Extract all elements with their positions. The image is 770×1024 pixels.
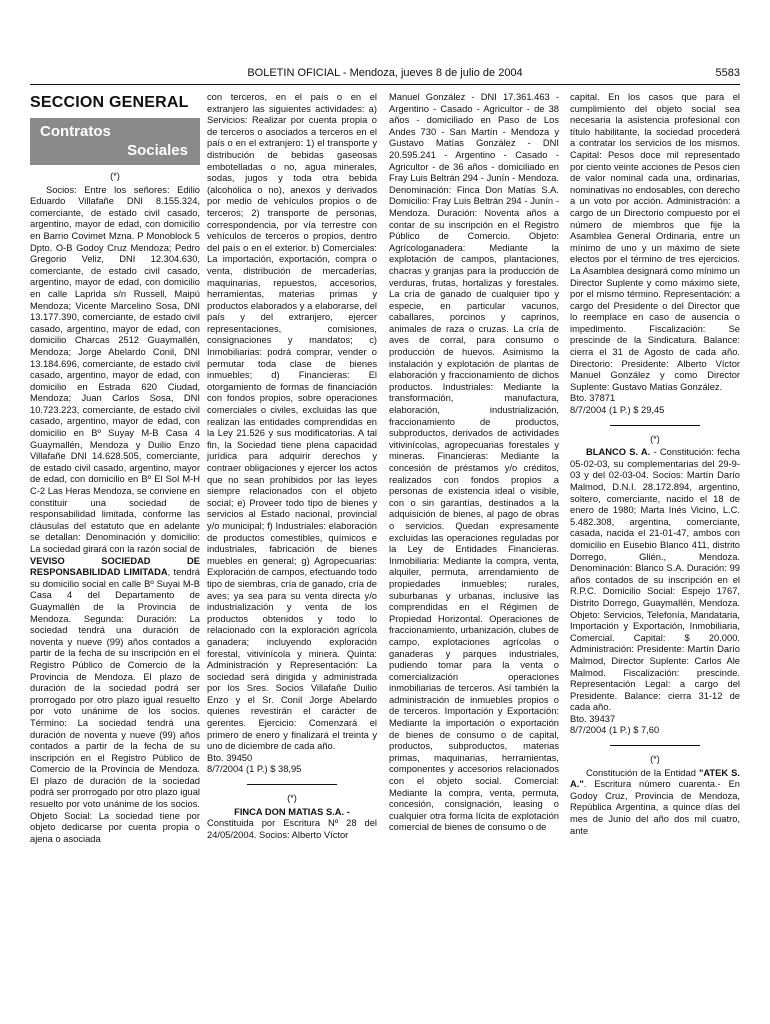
publication-date: 8/7/2004 (1 P.) $ 29,45 (570, 405, 665, 416)
column-3 (389, 92, 559, 1012)
banner-line-2: Sociales (127, 142, 188, 159)
entry-text: Constituida por Escritura Nº 28 del 24/05/2004. Socios: Alberto Víctor (207, 818, 377, 840)
entry-text-part: . Escritura número cuarenta.- En Godoy Cruz, Provincia de Mendoza, República Argentina, a quince días del mes de Junio del año dos mil cuatro, ante (570, 779, 740, 836)
column-1 (30, 92, 200, 1012)
entry-text: capital. En los casos que para el cumplimiento del objeto social sea necesaria la asistencia profesional con título habilitante, la sociedad procederá a contratar los servicios de los mismos. Capital: Pesos doce mil representado por ciento veinte acciones de Pesos cien de valor nominal cada una, ordinarias, nominativas no endosables, con derecho a un voto por acción. Administración: a cargo de un Directorio compuesto por el número de miembros que fije la Asamblea General Ordinaria, entre un mínimo de uno y un máximo de siete electos por el término de tres ejercicios. La Asamblea designará como mínimo un Director Suplente y como máximo siete, por el mismo término. Representación: a cargo del Presidente o del Director que lo reemplace en caso de ausencia o impedimento. Fiscalización: Se prescinde de la Sindicatura. Balance: cierra el 31 de Agosto de cada año. Directorio: Presidente: Alberto Víctor Manuel González y como Director Suplente: Gustavo Matías González. (570, 92, 740, 392)
company-name: VEVISO SOCIEDAD DE RESPONSABILIDAD LIMITADA (30, 555, 200, 578)
bulletin-number: Bto. 39437 (570, 713, 616, 724)
entry-text (570, 447, 740, 714)
header-rule (30, 84, 740, 85)
bulletin-number: Bto. 39450 (207, 752, 253, 763)
publication-date: 8/7/2004 (1 P.) $ 7,60 (570, 725, 660, 736)
entry-text (570, 768, 740, 838)
bulletin-number: Bto. 37871 (570, 393, 616, 404)
entry-marker: (*) (650, 754, 660, 765)
entry-marker: (*) (110, 171, 120, 181)
company-name: BLANCO S. A. (586, 447, 651, 458)
entry-text-part: , tendrá su domicilio social en calle Bº Suyai M-B Casa 4 del Departamento de Guaymallén de la Provincia de Mendoza. Segunda: Duración: La sociedad tendrá una duración de noventa y nueve (99) años contados a partir de la fecha de su inscripción en el Registro Público de Comercio de la Provincia de Mendoza. El plazo de duración de la sociedad podrá ser prorrogado por otro plazo igual resuelto por voto unánime de los socios. Término: La sociedad tendrá una duración de noventa y nueve (99) años contados a partir de la fecha de su inscripción en el Registro Público de Comercio de la Provincia de Mendoza. El plazo de duración de la sociedad podrá ser prorrogado por otro plazo igual resuelto por voto unánime de los socios. Objeto Social: La sociedad tiene por objeto dedicarse por cuenta propia o ajena o asociada (30, 567, 200, 844)
section-banner (30, 118, 200, 165)
entry-text (30, 185, 200, 846)
entry-text-part: - Constitución: fecha 05-02-03, su complementarias del 29-9-03 y del 02-03-04. Socios: Martín Darío Malmod, D.N.I. 28.172.894, argentino, soltero, comerciante, nacido el 18 de enero de 1980; Marta Inés Vicino, L.C. 5.482.308, argentina, comerciante, casada, nacida el 21-01-47, ambos con domicilio en Eusebio Blanco 411, distrito Dorrego, Glién., Mendoza. Denominación: Blanco S.A. Duración: 99 años contados de su inscripción en el R.P.C. Domicilio Social: Espejo 1767, Distrito Dorrego, Guaymallén, Mendoza. Objeto: Servicios, Telefonía, Mandataria, Importación y Exportación, Inmobiliaria, Comercial. Capital: $ 20.000. Administración: Presidente: Martín Darío Malmod, Director Suplente: Carlos Ale Malmod. Fiscalización: prescinde. Representación Legal: a cargo del Presidente. Balance: cierra 31-12 de cada año. (570, 447, 740, 713)
column-2 (207, 92, 377, 1012)
entry-marker: (*) (650, 433, 660, 444)
publication-date: 8/7/2004 (1 P.) $ 38,95 (207, 764, 302, 775)
header-title: BOLETIN OFICIAL - Mendoza, jueves 8 de julio de 2004 (247, 67, 523, 79)
page-number: 5583 (715, 67, 740, 79)
entry-text-part: Socios: Entre los señores: Edilio Eduardo Villafañe DNI 8.155.324, comerciante, de estado civil casado, argentino, mayor de edad, con domicilio en Barrio Covimet Mzna. P Monoblock 5 Dpto. O-B Godoy Cruz Mendoza; Pedro Gregorio Veliz, DNI 12.304.630, comerciante, de estado civil casado, argentino, mayor de edad, con domicilio en calle Laprida s/n Russell, Maipú Mendoza; Vicente Marcelino Sosa, DNI 13.177.390, comerciante, de estado civil casado, argentino, mayor de edad, con domicilio Charcas 2512 Guaymallén, Mendoza; Jorge Abelardo Conil, DNI 13.184.696, comerciante, de estado civil casado, argentino, mayor de edad, con domicilio en Estrada 620 Ciudad, Mendoza; Juan Carlos Sosa, DNI 10.723.223, comerciante, de estado civil casado, argentino, mayor de edad, con domicilio en Bº Suyay M-B Casa 4 Guaymallén, Mendoza y Duilio Enzo Villafañe DNI 14.628.505, comerciante, de estado civil casado, argentino, mayor de edad, con domicilio en Bº El Sol M-H C-2 Las Heras Mendoza, se conviene en constituir una sociedad de responsabilidad limitada, conforme las cláusulas del estatuto que en adelante se detallan: Denominación y domicilio: La sociedad girará con la razón social de (30, 184, 200, 554)
entry-text: con terceros, en el país o en el extranjero las siguientes actividades: a) Servicios: Realizar por cuenta propia o de terceros o asociados a terceros en el país o en el extranjero: 1) el transporte y distribución de bebidas gaseosas embotelladas o no, agua minerales, sodas, jugos y toda otra bebida (alcohólica o no), anexos y derivados por medio de vehículos propios o de terceros; 2) transporte de personas, correspondencia, por vía terrestre con vehículos de terceros o propios, dentro del país o en el exterior. b) Comerciales: La importación, exportación, compra o venta, distribución de mercaderías, maquinarias, repuestos, accesorios, herramientas, materias primas y productos elaborados y a elaborarse, del país y del extranjero, ejercer representaciones, comisiones, consignaciones y mandatos; c) Inmobiliarias: podrá comprar, vender o permutar toda clase de bienes inmuebles; d) Financieras: El otorgamiento de formas de financiación con fondos propios, sobre operaciones comerciales o civiles, excluidas las que realizan las entidades comprendidas en la Ley 21.526 y sus modificatorias. A tal fin, la Sociedad tiene plena capacidad jurídica para adquirir derechos y contraer obligaciones y ejercer los actos que no sean prohibidos por las leyes siempre relacionados con el objeto social; e) Proveer todo tipo de bienes y servicios al Estado nacional, provincial y/o municipal; f) Industriales: elaboración de productos comestibles, químicos e industriales, fabricación de bienes muebles en general; g) Agropecuarias: Exploración de campos, efectuando todo tipo de siembras, cría de ganado, cría de aves; ya sea para su venta directa y/o industrialización y venta de los productos obtenidos y todo lo relacionado con la exploración agrícola ganadera; incluyendo exploración forestal, vitivinícola y minera. Quinta: Administración y Representación: La sociedad será dirigida y administrada por los Sres. Socios Villafañe Duilio Enzo y el Sr. Conil Jorge Abelardo quienes revestirán el carácter de gerentes. Ejercicio: Comenzará el primero de enero y finalizará el treinta y uno de diciembre de cada año. (207, 92, 377, 752)
entry-separator (610, 745, 700, 746)
column-4 (570, 92, 740, 1012)
entry-title: FINCA DON MATIAS S.A. - (234, 806, 350, 817)
entry-separator (247, 784, 337, 785)
entry-text: Manuel González - DNI 17.361.463 - Argentino - Casado - Agricultor - de 38 años - domiciliado en Paso de Los Andes 730 - San Martín - Mendoza y Gustavo Matías González - DNI 20.595.241 - Argentino - Casado - Agricultor - de 36 años - domiciliado en Fray Luis Beltrán 294 - Junín - Mendoza. Denominación: Finca Don Matías S.A. Domicilio: Fray Luis Beltrán 294 - Junín - Mendoza. Duración: Noventa años a contar de su inscripción en el Registro Público de Comercio. Objeto: Agrícologanadera: Mediante la explotación de campos, plantaciones, chacras y granjas para la producción de verduras, frutas, hortalizas y forestales. La cría de ganado de cualquier tipo y especie, en particular vacunos, caballares, porcinos y caprinos, animales de raza o cruzas. La cría de aves de corral, para consumo o producción de huevos. Asimismo la instalación y explotación de plantas de elaboración y fraccionamiento de dichos productos. Industriales: Mediante la transformación, manufactura, elaboración, industrialización, fraccionamiento de productos, subproductos, derivados de actividades vitivinícolas, agropecuarias forestales y mineras. Financieras: Mediante la concesión de préstamos y/o créditos, realizados con fondos propios a personas de existencia ideal o visible, con o sin garantías, destinados a la adquisición de bienes, al pago de obras o servicios. Quedan expresamente excluidas las operaciones reguladas por la Ley de Entidades Financieras. Inmobiliaria: Mediante la compra, venta, alquiler, permuta, arrendamiento de propiedades inmuebles; rurales, suburbanas y urbanas, inclusive las comprendidas en el Régimen de Propiedad Horizontal. Operaciones de fraccionamiento, urbanización, clubes de campo, explotaciones agrícolas o ganaderas y parques industriales, pudiendo tomar para la venta o comercialización operaciones inmobiliarias de terceros. Así también la administración de inmuebles propios o de terceros. Importación y Exportación: Mediante la importación o exportación de bienes de consumo o de capital, productos, subproductos, materias primas, maquinarias, herramientas, componentes y accesorios relacionados con el objeto social. Comercial: Mediante la compra, venta, permuta, concesión, consignación, leasing o cualquier otra forma lícita de explotación comercial de bienes de consumo o de (389, 92, 559, 833)
entry-marker: (*) (287, 793, 297, 804)
entry-separator (610, 425, 700, 426)
company-name: "ATEK S. A." (570, 767, 740, 790)
banner-line-1: Contratos (40, 123, 111, 140)
section-title: SECCION GENERAL (30, 94, 189, 111)
entry-text-part: Constitución de la Entidad (586, 767, 699, 778)
page-header (30, 64, 740, 82)
